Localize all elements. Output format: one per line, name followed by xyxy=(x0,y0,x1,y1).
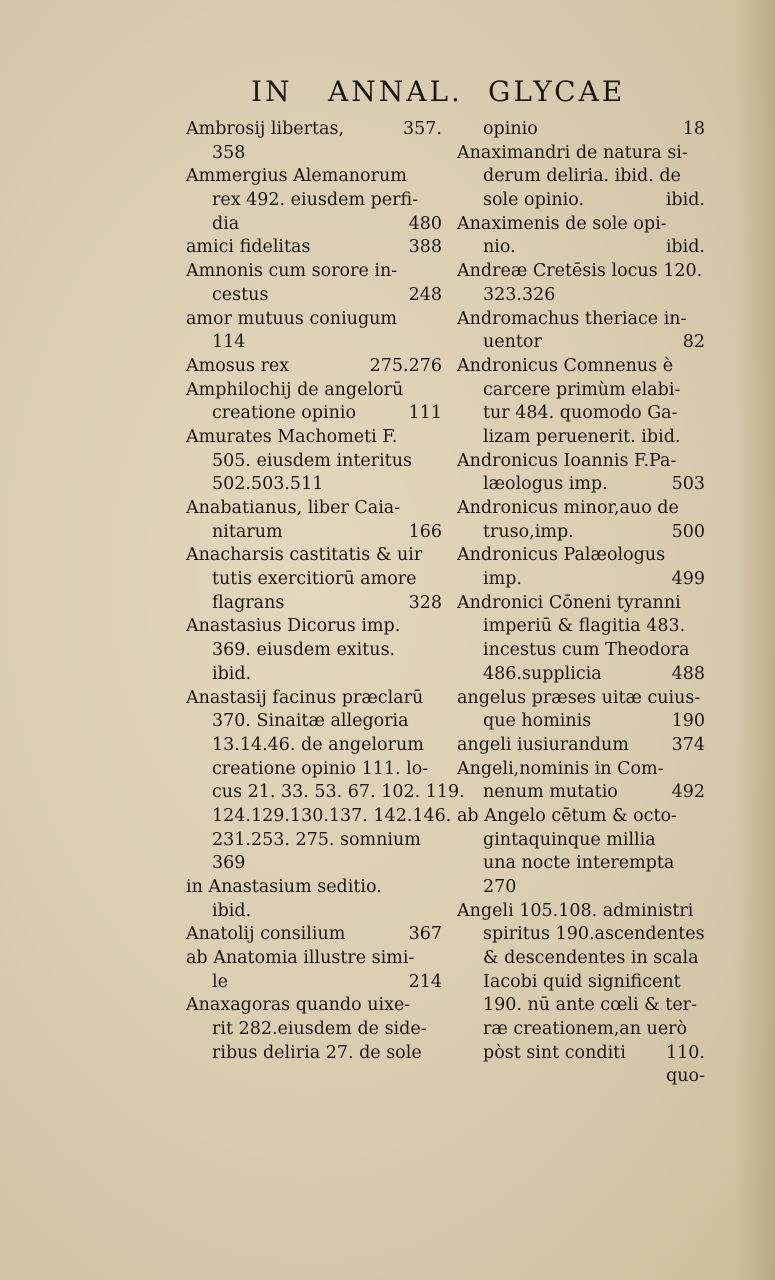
index-entry-line xyxy=(186,236,442,260)
index-entry-line xyxy=(457,473,705,497)
entry-text: 190. nū ante cœli & ter- xyxy=(483,995,697,1016)
entry-text: que hominis xyxy=(483,711,592,732)
index-entry-line xyxy=(186,331,442,355)
index-entry-line xyxy=(457,923,705,947)
entry-text: ræ creationem,an uerò xyxy=(483,1019,688,1040)
index-entry-line xyxy=(457,710,705,734)
index-entry-line xyxy=(186,521,442,545)
entry-page-ref: 488 xyxy=(671,663,705,684)
entry-text: Amnonis cum sorore in- xyxy=(186,261,398,282)
entry-text: 369. eiusdem exitus. xyxy=(212,640,396,661)
index-entry-line xyxy=(186,615,442,639)
entry-text: truso,imp. xyxy=(483,521,574,542)
entry-text: le xyxy=(212,971,228,992)
entry-text: nitarum xyxy=(212,521,283,542)
entry-text: carcere primùm elabi- xyxy=(483,379,681,400)
index-entry-line xyxy=(457,236,705,260)
entry-text: 370. Sinaitæ allegoria xyxy=(212,711,409,732)
entry-text: imperiū & flagitia 483. xyxy=(483,616,686,637)
index-entry-line xyxy=(186,758,442,782)
index-entry-line xyxy=(186,1042,442,1066)
index-entry-line xyxy=(457,947,705,971)
entry-text: sole opinio. xyxy=(483,190,585,211)
header-middle: ANNAL. xyxy=(328,75,463,108)
index-entry-line xyxy=(457,331,705,355)
entry-text: 114 xyxy=(212,332,246,353)
index-entry-line xyxy=(186,687,442,711)
index-entry-line xyxy=(457,900,705,924)
running-header xyxy=(0,72,775,112)
index-entry-line xyxy=(457,852,705,876)
index-column-left xyxy=(186,118,465,1066)
index-entry-line xyxy=(186,189,442,213)
entry-page-ref: 214 xyxy=(408,971,442,992)
entry-text: Andronicus Palæologus xyxy=(457,545,666,566)
index-entry-line xyxy=(457,687,705,711)
index-entry-line xyxy=(186,947,442,971)
entry-text: & descendentes in scala xyxy=(483,948,699,969)
entry-text: tur 484. quomodo Ga- xyxy=(483,403,678,424)
index-entry-line xyxy=(186,592,442,616)
index-entry-line xyxy=(186,379,442,403)
entry-text: 323.326 xyxy=(483,284,556,305)
index-column-right xyxy=(457,118,705,1066)
entry-text: ab Anatomia illustre simi- xyxy=(186,948,415,969)
index-entry-line xyxy=(457,592,705,616)
index-entry-line xyxy=(186,308,442,332)
index-entry-line xyxy=(457,615,705,639)
entry-text: cestus xyxy=(212,284,269,305)
header-left: IN xyxy=(251,75,293,108)
index-entry-line xyxy=(457,971,705,995)
entry-text: ab Angelo cētum & octo- xyxy=(457,805,677,826)
index-entry-line xyxy=(186,971,442,995)
entry-text: creatione opinio xyxy=(212,403,357,424)
entry-text: tutis exercitiorū amore xyxy=(212,569,417,590)
index-entry-line xyxy=(457,189,705,213)
entry-text: Anaxagoras quando uixe- xyxy=(186,995,411,1016)
index-entry-line xyxy=(457,758,705,782)
entry-page-ref: 500 xyxy=(671,521,705,542)
entry-text: Anaximenis de sole opi- xyxy=(457,213,667,234)
entry-text: læologus imp. xyxy=(483,474,608,495)
entry-page-ref: 480 xyxy=(408,213,442,234)
index-entry-line xyxy=(457,118,705,142)
entry-page-ref: 503 xyxy=(671,474,705,495)
entry-text: Anacharsis castitatis & uir xyxy=(186,545,423,566)
index-entry-line xyxy=(186,402,442,426)
entry-text: Andronicus Ioannis F.Pa- xyxy=(457,450,677,471)
entry-text: gintaquinque millia xyxy=(483,829,656,850)
entry-text: incestus cum Theodora xyxy=(483,640,690,661)
entry-text: Ambrosij libertas, xyxy=(186,119,345,139)
entry-text: opinio xyxy=(483,119,538,139)
index-entry-line xyxy=(186,568,442,592)
entry-text: una nocte interempta xyxy=(483,853,675,874)
index-entry-line xyxy=(186,260,442,284)
index-entry-line xyxy=(186,450,442,474)
index-entry-line xyxy=(186,473,442,497)
index-entry-line xyxy=(186,544,442,568)
entry-text: 502.503.511 xyxy=(212,474,324,495)
index-entry-line xyxy=(457,426,705,450)
entry-text: Amosus rex xyxy=(186,355,290,376)
index-entry-line xyxy=(186,639,442,663)
entry-text: pòst sint conditi xyxy=(483,1042,626,1063)
index-entry-line xyxy=(457,781,705,805)
entry-text: ibid. xyxy=(212,900,252,921)
entry-text: Angeli 105.108. administri xyxy=(457,900,694,921)
index-entry-line xyxy=(457,568,705,592)
entry-text: amor mutuus coniugum xyxy=(186,308,398,329)
entry-text: Iacobi quid significent xyxy=(483,971,681,992)
entry-text: Anastasius Dicorus imp. xyxy=(186,616,401,637)
index-entry-line xyxy=(186,1018,442,1042)
entry-page-ref: ibid. xyxy=(665,237,705,258)
entry-page-ref: 18 xyxy=(682,119,705,139)
catchword: quo- xyxy=(666,1066,705,1086)
entry-text: rit 282.eiusdem de side- xyxy=(212,1019,427,1040)
entry-page-ref: 374 xyxy=(671,734,705,755)
entry-text: Amphilochij de angelorū xyxy=(186,379,404,400)
index-entry-line xyxy=(186,118,442,142)
index-entry-line xyxy=(186,426,442,450)
index-entry-line xyxy=(457,165,705,189)
entry-text: derum deliria. ibid. de xyxy=(483,166,681,187)
index-entry-line xyxy=(457,308,705,332)
index-entry-line xyxy=(186,852,442,876)
entry-text: ibid. xyxy=(212,663,252,684)
index-entry-line xyxy=(457,1042,705,1066)
entry-page-ref: 367 xyxy=(408,924,442,945)
index-entry-line xyxy=(457,521,705,545)
entry-text: 369 xyxy=(212,853,246,874)
entry-page-ref: 190 xyxy=(671,711,705,732)
header-right: GLYCAE xyxy=(488,75,626,108)
entry-text: 270 xyxy=(483,877,517,897)
entry-text: nenum mutatio xyxy=(483,782,618,803)
entry-text: Ammergius Alemanorum xyxy=(186,166,407,187)
entry-page-ref: 248 xyxy=(408,284,442,305)
entry-text: in Anastasium seditio. xyxy=(186,877,382,897)
entry-text: Amurates Machometi F. xyxy=(186,426,398,447)
index-entry-line xyxy=(186,923,442,947)
index-entry-line xyxy=(186,355,442,379)
entry-page-ref: 328 xyxy=(408,592,442,613)
entry-text: Anaximandri de natura si- xyxy=(457,142,688,163)
index-entry-line xyxy=(457,213,705,237)
entry-text: cus 21. 33. 53. 67. 102. 119. xyxy=(212,782,465,803)
page-edge-shadow xyxy=(735,0,775,1280)
entry-page-ref: 388 xyxy=(408,237,442,258)
entry-text: 358 xyxy=(212,142,246,163)
index-entry-line xyxy=(457,829,705,853)
index-entry-line xyxy=(186,213,442,237)
index-entry-line xyxy=(186,142,442,166)
entry-text: angeli iusiurandum xyxy=(457,734,629,755)
entry-text: Andronicus minor,auo de xyxy=(457,498,679,518)
entry-text: 505. eiusdem interitus xyxy=(212,450,412,471)
entry-text: imp. xyxy=(483,569,522,590)
index-entry-line xyxy=(186,805,452,829)
index-entry-line xyxy=(186,900,442,924)
entry-text: amici fidelitas xyxy=(186,237,311,258)
entry-text: Andronicus Comnenus è xyxy=(457,355,674,376)
entry-text: creatione opinio 111. lo- xyxy=(212,758,429,779)
index-entry-line xyxy=(457,544,705,568)
index-entry-line xyxy=(457,497,705,521)
entry-page-ref: 82 xyxy=(682,332,705,353)
index-entry-line xyxy=(186,734,442,758)
entry-text: Andronici Cōneni tyranni xyxy=(457,592,681,613)
entry-page-ref: 110. xyxy=(666,1042,705,1063)
index-entry-line xyxy=(457,639,705,663)
entry-text: 124.129.130.137. 142.146. xyxy=(212,805,452,826)
index-entry-line xyxy=(457,379,705,403)
entry-text: Anastasij facinus præclarū xyxy=(186,687,424,708)
entry-page-ref: 492 xyxy=(671,782,705,803)
index-entry-line xyxy=(186,663,442,687)
index-entry-line xyxy=(186,710,442,734)
entry-page-ref: 111 xyxy=(408,403,442,424)
entry-text: Angeli,nominis in Com- xyxy=(457,758,664,779)
entry-text: Anatolij consilium xyxy=(186,924,346,945)
index-entry-line xyxy=(186,876,442,900)
index-entry-line xyxy=(186,165,442,189)
entry-text: 231.253. 275. somnium xyxy=(212,829,421,850)
index-entry-line xyxy=(457,876,705,900)
index-entry-line xyxy=(457,734,705,758)
entry-text: nio. xyxy=(483,237,516,258)
entry-text: Andreæ Cretēsis locus 120. xyxy=(457,261,703,282)
index-entry-line xyxy=(186,497,442,521)
entry-text: uentor xyxy=(483,332,542,353)
index-entry-line xyxy=(457,402,705,426)
entry-text: flagrans xyxy=(212,592,285,613)
entry-text: rex 492. eiusdem perfi- xyxy=(212,190,419,211)
index-entry-line xyxy=(186,829,442,853)
index-entry-line xyxy=(457,142,705,166)
entry-page-ref: 275.276 xyxy=(369,355,442,376)
entry-text: angelus præses uitæ cuius- xyxy=(457,687,701,708)
entry-text: Anabatianus, liber Caia- xyxy=(186,498,401,518)
index-entry-line xyxy=(457,450,705,474)
index-entry-line xyxy=(457,994,705,1018)
entry-page-ref: 166 xyxy=(408,521,442,542)
entry-text: 486.supplicia xyxy=(483,663,602,684)
index-entry-line xyxy=(457,805,705,829)
index-entry-line xyxy=(457,663,705,687)
entry-text: spiritus 190.ascendentes xyxy=(483,924,705,945)
index-entry-line xyxy=(186,781,465,805)
index-entry-line xyxy=(457,284,705,308)
entry-text: dia xyxy=(212,213,240,234)
entry-text: ribus deliria 27. de sole xyxy=(212,1042,422,1063)
index-entry-line xyxy=(186,284,442,308)
index-entry-line xyxy=(457,260,705,284)
index-entry-line xyxy=(457,1018,705,1042)
index-entry-line xyxy=(186,994,442,1018)
entry-page-ref: 357. xyxy=(403,119,442,139)
entry-text: Andromachus theriace in- xyxy=(457,308,687,329)
entry-page-ref: 499 xyxy=(671,569,705,590)
entry-page-ref: ibid. xyxy=(665,190,705,211)
entry-text: lizam peruenerit. ibid. xyxy=(483,426,681,447)
index-entry-line xyxy=(457,355,705,379)
entry-text: 13.14.46. de angelorum xyxy=(212,734,424,755)
